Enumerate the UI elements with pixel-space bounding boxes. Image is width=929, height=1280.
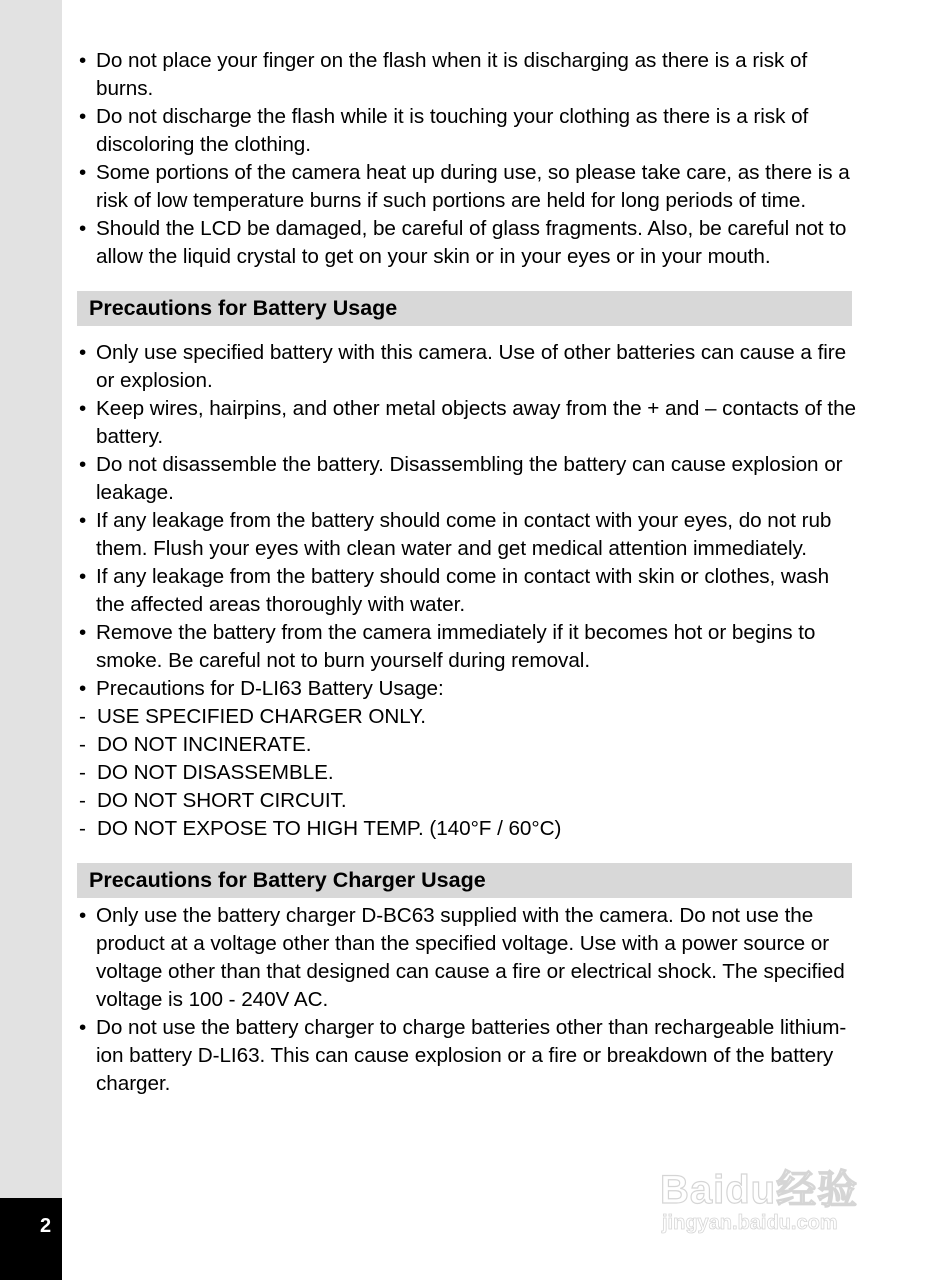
list-item: • If any leakage from the battery should come in contact with skin or clothes, wash the affected areas thoroughly with water. — [77, 563, 857, 619]
list-item: • Only use specified battery with this camera. Use of other batteries can cause a fire or explosion. — [77, 339, 857, 395]
sub-list-item: - DO NOT EXPOSE TO HIGH TEMP. (140°F / 60°C) — [77, 815, 857, 843]
page-content — [77, 47, 857, 1098]
battery-sub-list — [77, 703, 857, 843]
list-item: • Do not disassemble the battery. Disassembling the battery can cause explosion or leakage. — [77, 451, 857, 507]
watermark-url: jingyan.baidu.com — [662, 1212, 838, 1234]
watermark-logo: Baidu经验 — [660, 1168, 859, 1212]
sub-list-item: - USE SPECIFIED CHARGER ONLY. — [77, 703, 857, 731]
list-item: • Should the LCD be damaged, be careful of glass fragments. Also, be careful not to allow the liquid crystal to get on your skin or in your eyes or in your mouth. — [77, 215, 857, 271]
list-item: • Remove the battery from the camera immediately if it becomes hot or begins to smoke. Be careful not to burn yourself during removal. — [77, 619, 857, 675]
list-item: • Keep wires, hairpins, and other metal objects away from the + and – contacts of the battery. — [77, 395, 857, 451]
list-item: • Do not place your finger on the flash when it is discharging as there is a risk of burns. — [77, 47, 857, 103]
list-item: • Do not discharge the flash while it is touching your clothing as there is a risk of discoloring the clothing. — [77, 103, 857, 159]
list-item: • If any leakage from the battery should come in contact with your eyes, do not rub them. Flush your eyes with clean water and get medical attention immediately. — [77, 507, 857, 563]
sub-list-item: - DO NOT DISASSEMBLE. — [77, 759, 857, 787]
intro-bullet-list — [77, 47, 857, 271]
list-item: • Some portions of the camera heat up during use, so please take care, as there is a risk of low temperature burns if such portions are held for long periods of time. — [77, 159, 857, 215]
list-item: • Only use the battery charger D-BC63 supplied with the camera. Do not use the product at a voltage other than the specified voltage. Use with a power source or voltage other than that designed can cause a fire or electrical shock. The specified voltage is 100 - 240V AC. — [77, 902, 857, 1014]
sub-list-item: - DO NOT SHORT CIRCUIT. — [77, 787, 857, 815]
battery-bullet-list — [77, 339, 857, 703]
charger-section-title: Precautions for Battery Charger Usage — [77, 863, 852, 898]
list-item: • Do not use the battery charger to charge batteries other than rechargeable lithium-ion battery D-LI63. This can cause explosion or a fire or breakdown of the battery charger. — [77, 1014, 857, 1098]
baidu-watermark — [660, 1158, 875, 1248]
battery-section-title: Precautions for Battery Usage — [77, 291, 852, 326]
list-item: • Precautions for D-LI63 Battery Usage: — [77, 675, 857, 703]
sub-list-item: - DO NOT INCINERATE. — [77, 731, 857, 759]
page-number: 2 — [0, 1198, 62, 1280]
left-margin-bar — [0, 0, 62, 1280]
charger-bullet-list — [77, 902, 857, 1098]
